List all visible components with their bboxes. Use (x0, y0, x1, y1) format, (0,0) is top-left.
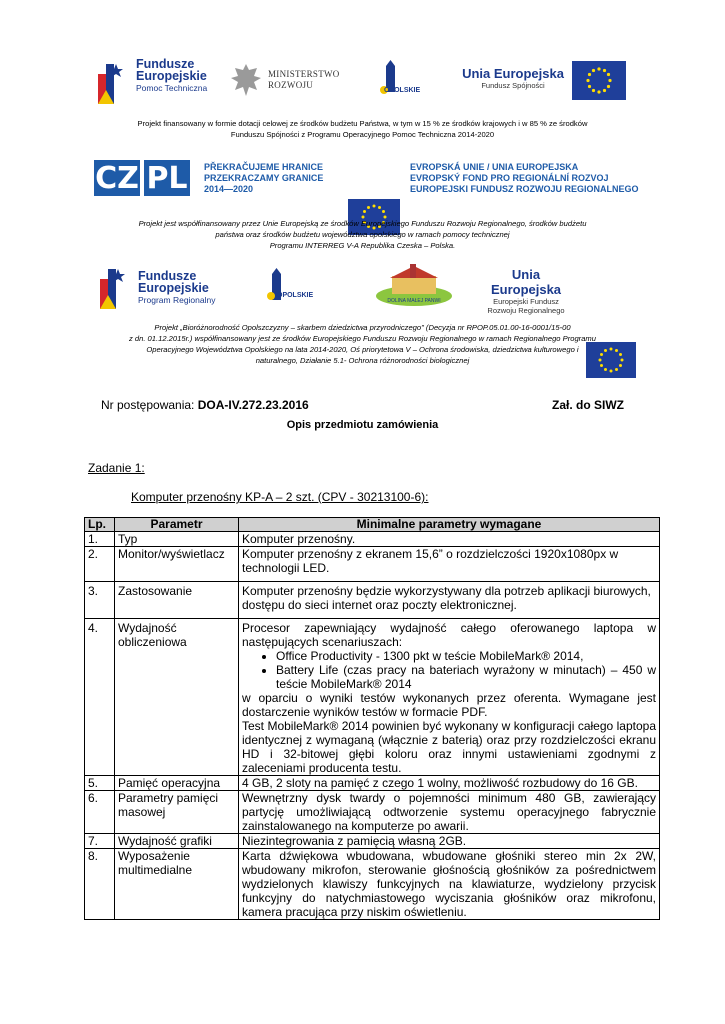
row-lp: 8. (85, 849, 115, 920)
table-row (85, 532, 660, 547)
czpl-line1: PŘEKRAČUJEME HRANICE (204, 161, 324, 172)
opolskie-label-1: OPOLSKIE (384, 87, 421, 94)
ue-line1: Unia Europejska (462, 66, 564, 81)
table-row (85, 834, 660, 849)
funding-note-1 (60, 118, 665, 140)
logo-ue-fs-text (458, 66, 568, 90)
spec-table (84, 517, 660, 920)
czpl-pl: PL (144, 160, 190, 196)
czpl-cz: CZ (95, 160, 139, 196)
ministry-line1: MINISTERSTWO (268, 69, 340, 79)
czpl-line3: 2014—2020 (204, 183, 254, 194)
row-lp: 2. (85, 547, 115, 582)
row-lp: 1. (85, 532, 115, 547)
row-param: Zastosowanie (115, 582, 239, 619)
logo-ministerstwo (230, 62, 340, 98)
procedure-number-value: DOA-IV.272.23.2016 (197, 398, 309, 412)
row-req: Karta dźwiękowa wbudowana, wbudowane głośniki stereo min 2x 2W, wbudowany mikrofon, sterowanie głośnością głośników za pośrednictwem wydzielonych klawiszy funkcyjnych na klawiaturze, wydzielony przycisk funkcyjny do natychmiastowego wyciszania głośników oraz mikrofonu, kamera pracująca przy niskim oświetleniu. (239, 849, 660, 920)
row-lp: 7. (85, 834, 115, 849)
row-lp: 4. (85, 619, 115, 776)
page-title: Opis przedmiotu zamówienia (286, 419, 439, 431)
ue2-line2: Europejski Fundusz (493, 297, 559, 306)
ministry-line2: ROZWOJU (268, 80, 314, 90)
subtitle: Komputer przenośny KP-A – 2 szt. (CPV - 30213100-6): (131, 490, 429, 504)
funding-note-2-line2: państwa oraz środków budżetu województwa opolskiego w ramach pomocy technicznej (215, 230, 510, 239)
row-req: 4 GB, 2 sloty na pamięć z czego 1 wolny, możliwość rozbudowy do 16 GB. (239, 776, 660, 791)
row-param: Wyposażenie multimedialne (115, 849, 239, 920)
fundusze-star-icon (98, 60, 124, 90)
row-req: Komputer przenośny z ekranem 15,6” o rozdzielczości 1920x1080px w technologii LED. (239, 547, 660, 582)
perf-bullet-2: • Battery Life (czas pracy na bateriach wyrażony w minutach) – 450 w teście MobileMark® 2014 (276, 663, 656, 691)
row-lp: 6. (85, 791, 115, 834)
row-param: Pamięć operacyjna (115, 776, 239, 791)
row-req: Komputer przenośny. (239, 532, 660, 547)
interreg-text (410, 162, 639, 195)
table-row (85, 619, 660, 776)
procedure-number-label: Nr postępowania: (101, 398, 198, 412)
row-req (239, 619, 660, 776)
eu-stars-icon (572, 61, 626, 100)
row-param: Typ (115, 532, 239, 547)
funding-note-3 (60, 322, 665, 366)
czpl-line2: PRZEKRACZAMY GRANICE (204, 172, 324, 183)
funding-note-2 (60, 218, 665, 251)
interreg-line2: EVROPSKÝ FOND PRO REGIONÁLNÍ ROZVOJ (410, 173, 609, 183)
funding-note-3-line1: Projekt „Bioróżnorodność Opolszczyzny – skarbem dziedzictwa przyrodniczego" (Decyzja nr RPOP.05.01.00-16-0001/15-00 (154, 323, 571, 332)
table-row (85, 582, 660, 619)
row-lp: 5. (85, 776, 115, 791)
opolskie-label-2: OPOLSKIE (277, 292, 314, 299)
perf-bullet-1: • Office Productivity - 1300 pkt w teście MobileMark® 2014, (276, 649, 656, 663)
funding-note-1-line1: Projekt finansowany w formie dotacji celowej ze środków budżetu Państwa, w tym w 15 % ze środków krajowych i w 85 % ze środków (137, 119, 588, 128)
row-req: Wewnętrzny dysk twardy o pojemności minimum 480 GB, zawierający partycję umożliwiającą odtworzenie systemu operacyjnego fabrycznie zainstalowanego na komputerze po awarii. (239, 791, 660, 834)
dolina-label: DOLINA MAŁEJ PANWI (387, 298, 441, 304)
fe-line3: Pomoc Techniczna (136, 83, 208, 93)
table-row (85, 849, 660, 920)
row-param: Parametry pamięci masowej (115, 791, 239, 834)
table-header-row (85, 518, 660, 532)
header-param: Parametr (115, 518, 239, 532)
funding-note-2-line3: Programu INTERREG V-A Republika Czeska – Polska. (269, 241, 456, 250)
header-lp: Lp. (85, 518, 115, 532)
funding-note-2-line1: Projekt jest współfinansowany przez Unie Europejską ze środków Europejskiego Funduszu Rozwoju Regionalnego, środków budżetu (138, 219, 587, 228)
logo-fundusze-europejskie-pt (98, 56, 207, 94)
logo-fundusze-europejskie-pr (100, 265, 215, 311)
row-param: Wydajność obliczeniowa (115, 619, 239, 776)
fe-line1: Fundusze (136, 57, 195, 71)
funding-note-3-line4: naturalnego, Działanie 5.1- Ochrona różnorodności biologicznej (255, 356, 470, 365)
perf-para-1: w oparciu o wyniki testów wykonanych przez oferenta. Wymagane jest dostarczenie wyników testów w formacie PDF. (242, 691, 656, 719)
fe2-line2: Europejskie (138, 281, 209, 295)
eagle-icon (230, 62, 262, 98)
logo-dolina (370, 262, 458, 308)
interreg-line1: EVROPSKÁ UNIE / UNIA EUROPEJSKA (410, 162, 579, 172)
funding-note-3-line2: z dn. 01.12.2015r.) współfinansowany jest ze środków Europejskiego Funduszu Rozwoju Regionalnego w ramach Regionalnego Programu (128, 334, 596, 343)
logo-ue-efrr-text (476, 267, 576, 315)
fe2-line1: Fundusze (138, 269, 197, 283)
logo-czpl (94, 160, 323, 196)
funding-note-1-line2: Funduszu Spójności z Programu Operacyjnego Pomoc Techniczna 2014-2020 (230, 130, 495, 139)
logo-opolskie-1 (372, 60, 422, 101)
fe2-line3: Program Regionalny (138, 295, 216, 305)
funding-note-3-line3: Operacyjnego Województwa Opolskiego na lata 2014-2020, Oś priorytetowa V – Ochrona środowiska, dziedzictwa kulturowego i (146, 345, 579, 354)
fe-line2: Europejskie (136, 69, 207, 83)
header-req: Minimalne parametry wymagane (239, 518, 660, 532)
task-label: Zadanie 1: (88, 461, 145, 475)
table-row (85, 791, 660, 834)
row-req: Komputer przenośny będzie wykorzystywany dla potrzeb aplikacji biurowych, dostępu do sieci internet oraz poczty elektronicznej. (239, 582, 660, 619)
row-req: Niezintegrowania z pamięcią własną 2GB. (239, 834, 660, 849)
row-lp: 3. (85, 582, 115, 619)
logo-opolskie-2 (262, 268, 322, 309)
eu-flag-1 (572, 61, 626, 100)
ue2-line1: Unia Europejska (490, 267, 562, 297)
perf-intro: Procesor zapewniający wydajność całego oferowanego laptopa w następujących scenariuszach: (242, 621, 656, 649)
perf-bullets (242, 649, 656, 691)
fundusze-star-icon (100, 265, 126, 311)
attachment-label: Zał. do SIWZ (552, 398, 624, 412)
table-row (85, 776, 660, 791)
ue-line2: Fundusz Spójności (481, 81, 545, 90)
interreg-line3: EUROPEJSKI FUNDUSZ ROZWOJU REGIONALNEGO (410, 184, 639, 194)
row-param: Monitor/wyświetlacz (115, 547, 239, 582)
table-row (85, 547, 660, 582)
procedure-number (101, 398, 309, 412)
perf-para-2: Test MobileMark® 2014 powinien być wykonany w konfiguracji całego laptopa identycznej z wymaganą (włącznie z baterią) oraz przy rozdzielczości ekranu HD i 32-bitowej głębi koloru oraz innymi ustawieniami zgodnymi z zaleceniami producenta testu. (242, 719, 656, 775)
ue2-line3: Rozwoju Regionalnego (487, 306, 565, 315)
row-param: Wydajność grafiki (115, 834, 239, 849)
